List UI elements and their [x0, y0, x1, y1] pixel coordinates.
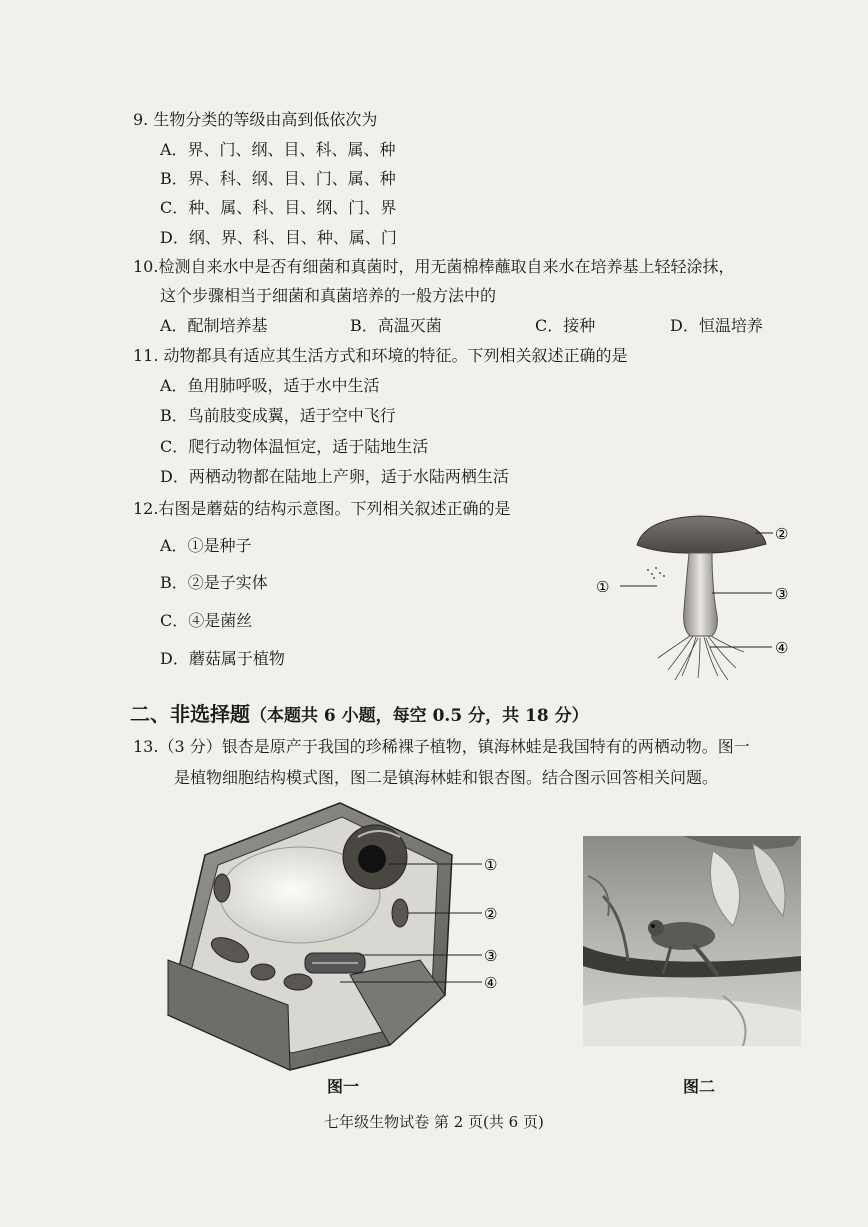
mushroom-label-4: ④	[775, 639, 789, 657]
q9-stem: 9. 生物分类的等级由高到低依次为	[133, 110, 378, 129]
q10-stem-line2: 这个步骤相当于细菌和真菌培养的一般方法中的	[160, 286, 497, 305]
mushroom-label-1: ①	[596, 578, 610, 596]
cell-label-1: ①	[484, 856, 498, 874]
q9-option-d: D．纲、界、科、目、种、属、门	[160, 228, 397, 247]
q10-option-d: D．恒温培养	[670, 316, 763, 335]
page-footer: 七年级生物试卷 第 2 页(共 6 页)	[324, 1113, 544, 1131]
cell-label-3: ③	[484, 947, 498, 965]
cell-label-2: ②	[484, 905, 498, 923]
q9-option-a: A．界、门、纲、目、科、属、种	[160, 140, 396, 159]
mushroom-label-2: ②	[775, 525, 789, 543]
cell-label-4: ④	[484, 974, 498, 992]
q12-option-a: A．①是种子	[160, 536, 252, 555]
q13-stem-line1: 13.（3 分）银杏是原产于我国的珍稀裸子植物，镇海林蛙是我国特有的两栖动物。图一	[133, 737, 750, 756]
q9-option-c: C．种、属、科、目、纲、门、界	[160, 198, 397, 217]
mushroom-diagram	[590, 510, 810, 685]
q12-stem: 12.右图是蘑菇的结构示意图。下列相关叙述正确的是	[133, 499, 511, 518]
q11-option-d: D．两栖动物都在陆地上产卵，适于水陆两栖生活	[160, 467, 509, 486]
mushroom-label-3: ③	[775, 585, 789, 603]
q12-option-b: B．②是子实体	[160, 573, 268, 592]
q9-option-b: B．界、科、纲、目、门、属、种	[160, 169, 396, 188]
q10-option-c: C．接种	[535, 316, 596, 335]
q11-option-b: B．鸟前肢变成翼，适于空中飞行	[160, 406, 396, 425]
q13-stem-line2: 是植物细胞结构模式图，图二是镇海林蛙和银杏图。结合图示回答相关问题。	[174, 768, 719, 787]
plant-cell-diagram	[160, 795, 510, 1080]
q10-option-b: B．高温灭菌	[350, 316, 442, 335]
figure-2-caption: 图二	[683, 1077, 716, 1096]
q12-option-d: D．蘑菇属于植物	[160, 649, 285, 668]
section-2-title	[130, 698, 589, 727]
q11-stem: 11. 动物都具有适应其生活方式和环境的特征。下列相关叙述正确的是	[133, 346, 628, 365]
q11-option-a: A．鱼用肺呼吸，适于水中生活	[160, 376, 380, 395]
frog-ginkgo-photo	[583, 836, 801, 1046]
q10-stem-line1: 10.检测自来水中是否有细菌和真菌时，用无菌棉棒蘸取自来水在培养基上轻轻涂抹，	[133, 257, 735, 276]
section-2-heading: 二、非选择题	[130, 702, 250, 726]
figure-1-caption: 图一	[327, 1077, 360, 1096]
q10-option-a: A．配制培养基	[160, 316, 268, 335]
section-2-subtitle: （本题共 6 小题，每空 0.5 分，共 18 分）	[250, 706, 589, 726]
q12-option-c: C．④是菌丝	[160, 611, 253, 630]
q11-option-c: C．爬行动物体温恒定，适于陆地生活	[160, 437, 429, 456]
